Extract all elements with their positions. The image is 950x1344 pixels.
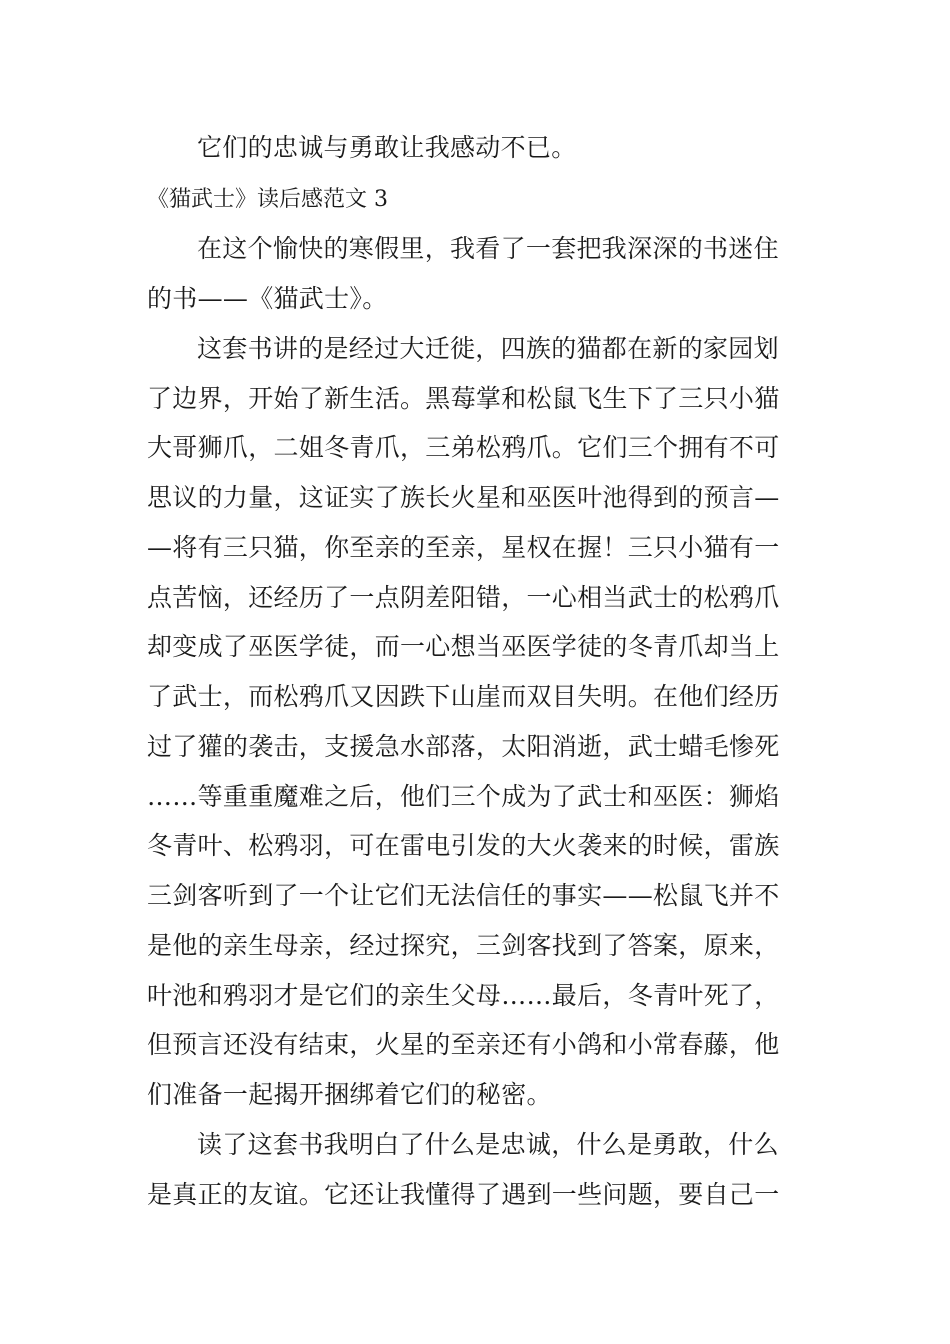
paragraph-2-line-15: 但预言还没有结束，火星的至亲还有小鸽和小常春藤，他 [147,1030,780,1059]
section-heading: 《猫武士》读后感范文 3 [147,187,388,212]
paragraph-3-line-2: 是真正的友谊。它还让我懂得了遇到一些问题，要自己一 [147,1180,780,1209]
paragraph-3-line-1: 读了这套书我明白了什么是忠诚，什么是勇敢，什么 [197,1130,779,1159]
paragraph-2-line-6: 点苦恼，还经历了一点阴差阳错，一心相当武士的松鸦爪 [147,583,780,612]
paragraph-2-line-13: 是他的亲生母亲，经过探究，三剑客找到了答案，原来， [147,931,780,960]
paragraph-2-line-4: 思议的力量，这证实了族长火星和巫医叶池得到的预言— [147,483,780,512]
paragraph-2-line-7: 却变成了巫医学徒，而一心想当巫医学徒的冬青爪却当上 [147,632,780,661]
paragraph-2-line-11: 冬青叶、松鸦羽，可在雷电引发的大火袭来的时候，雷族 [147,831,780,860]
paragraph-2-line-3: 大哥狮爪，二姐冬青爪，三弟松鸦爪。它们三个拥有不可 [147,433,780,462]
paragraph-closing-line: 它们的忠诚与勇敢让我感动不已。 [197,133,577,162]
paragraph-2-line-16: 们准备一起揭开捆绑着它们的秘密。 [147,1080,552,1109]
paragraph-2-line-1: 这套书讲的是经过大迁徙，四族的猫都在新的家园划 [197,334,779,363]
paragraph-2-line-8: 了武士，而松鸦爪又因跌下山崖而双目失明。在他们经历 [147,682,780,711]
paragraph-2-line-12: 三剑客听到了一个让它们无法信任的事实——松鼠飞并不 [147,881,780,910]
paragraph-2-line-5: —将有三只猫，你至亲的至亲，星权在握！三只小猫有一 [147,533,780,562]
paragraph-2-line-14: 叶池和鸦羽才是它们的亲生父母……最后，冬青叶死了， [147,981,780,1010]
paragraph-1-line-1: 在这个愉快的寒假里，我看了一套把我深深的书迷住 [197,234,779,263]
paragraph-2-line-10: ……等重重魔难之后，他们三个成为了武士和巫医：狮焰 [147,782,780,811]
paragraph-2-line-9: 过了獾的袭击，支援急水部落，太阳消逝，武士蜡毛惨死 [147,732,780,761]
paragraph-1-line-2: 的书——《猫武士》。 [147,284,388,313]
paragraph-2-line-2: 了边界，开始了新生活。黑莓掌和松鼠飞生下了三只小猫 [147,384,780,413]
